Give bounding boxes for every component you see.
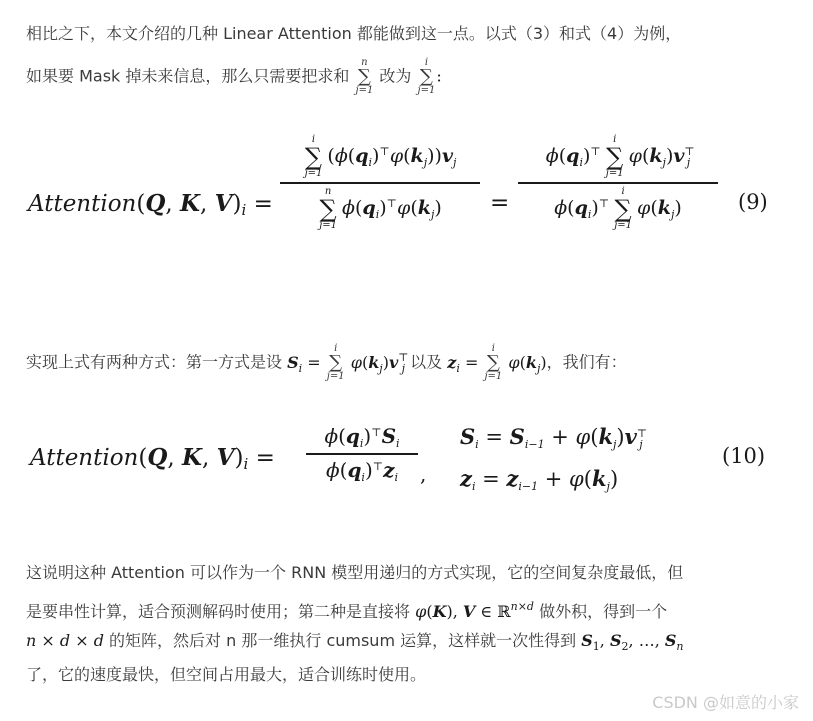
eq10-label: (10) [722,444,766,468]
eq9-denominator-1: n ∑ j=1 $\phi(q_i)^⊤\varphi(k_j)$ [319,185,442,231]
eq10-z-recurrence: $z_i = z_{i-1} + \varphi(k_j)$ [460,466,619,493]
eq9-denominator-2: $\phi(q_i)^⊤$ i ∑ j=1 $\varphi(k_j)$ [554,185,682,231]
p1-line2-text-b: 改为 [379,66,412,86]
eq10-fraction [306,424,418,484]
p3-line2-text-a: 是要串性计算，适合预测解码时使用；第二种是直接将 [26,602,411,621]
eq9-numerator-1: i ∑ j=1 $(\phi(q_i)^⊤\varphi(k_j))v_j$ [304,134,457,179]
sum-n-inline: n ∑ j=1 [355,57,374,96]
paragraph-1-line-2: 如果要 Mask 掉未来信息，那么只需要把求和 n ∑ j=1 改为 i ∑ j=1 : [26,57,442,96]
paragraph-3-line-3: n × d × d 的矩阵，然后对 n 那一维执行 cumsum 运算，这样就一次性得到 $S_1$, $S_2$, …, $S_n$ [26,631,684,653]
eq9-numerator-2: $\phi(q_i)^⊤$ i ∑ j=1 $\varphi(k_j)v^⊤_j$ [545,134,695,179]
p2-text-a: 实现上式有两种方式：第一方式是设 [26,352,283,372]
paragraph-3-line-2: 是要串性计算，适合预测解码时使用；第二种是直接将 φ(K), V ∈ ℝ$^{n\times d}$ 做外积，得到一个 [26,600,668,621]
eq9-fraction-2 [518,135,718,231]
p2-text-b: 以及 [410,352,443,372]
eq10-s-recurrence: $S_i = S_{i-1} + \varphi(k_j)v^⊤_j$ [460,424,648,451]
eq10-numerator: $\phi(q_i)^⊤S_i$ [324,424,400,450]
paragraph-1-line-1: 相比之下，本文介绍的几种 Linear Attention 都能做到这一点。以式（3）和式（4）为例， [26,24,682,43]
paragraph-3-line-1: 这说明这种 Attention 可以作为一个 RNN 模型用递归的方式实现，它的空间复杂度最低，但 [26,563,684,582]
eq10-denominator: $\phi(q_i)^⊤z_i$ [325,457,399,484]
csdn-watermark: CSDN @如意的小家 [652,693,799,712]
paragraph-3-line-4: 了，它的速度最快，但空间占用最大，适合训练时使用。 [26,665,427,684]
eq9-equals: = [490,190,510,216]
p3-line3-text-a: 的矩阵，然后对 n 那一维执行 cumsum 运算，这样就一次性得到 [109,631,577,650]
eq10-comma: , [420,462,427,486]
paragraph-2: 实现上式有两种方式：第一方式是设 $S_i$ = i ∑ j=1 $\varphi(k_j)v^⊤_j$ 以及 $z_i$ = i ∑ j=1 $\varphi(k_j)$，我们有： [26,343,627,382]
eq9-fraction-1 [280,135,480,231]
p3-line2-text-b: 做外积，得到一个 [539,602,668,621]
eq10-lhs: Attention(Q, K, $V)_i$ = [30,444,275,473]
eq9-lhs: Attention(Q, K, $V)_i$ = [28,190,273,219]
p1-line2-text-a: 如果要 Mask 掉未来信息，那么只需要把求和 [26,66,350,86]
sum-i-inline: i ∑ j=1 [417,57,436,96]
eq9-label: (9) [738,190,768,214]
p2-text-c: ，我们有： [546,352,627,372]
